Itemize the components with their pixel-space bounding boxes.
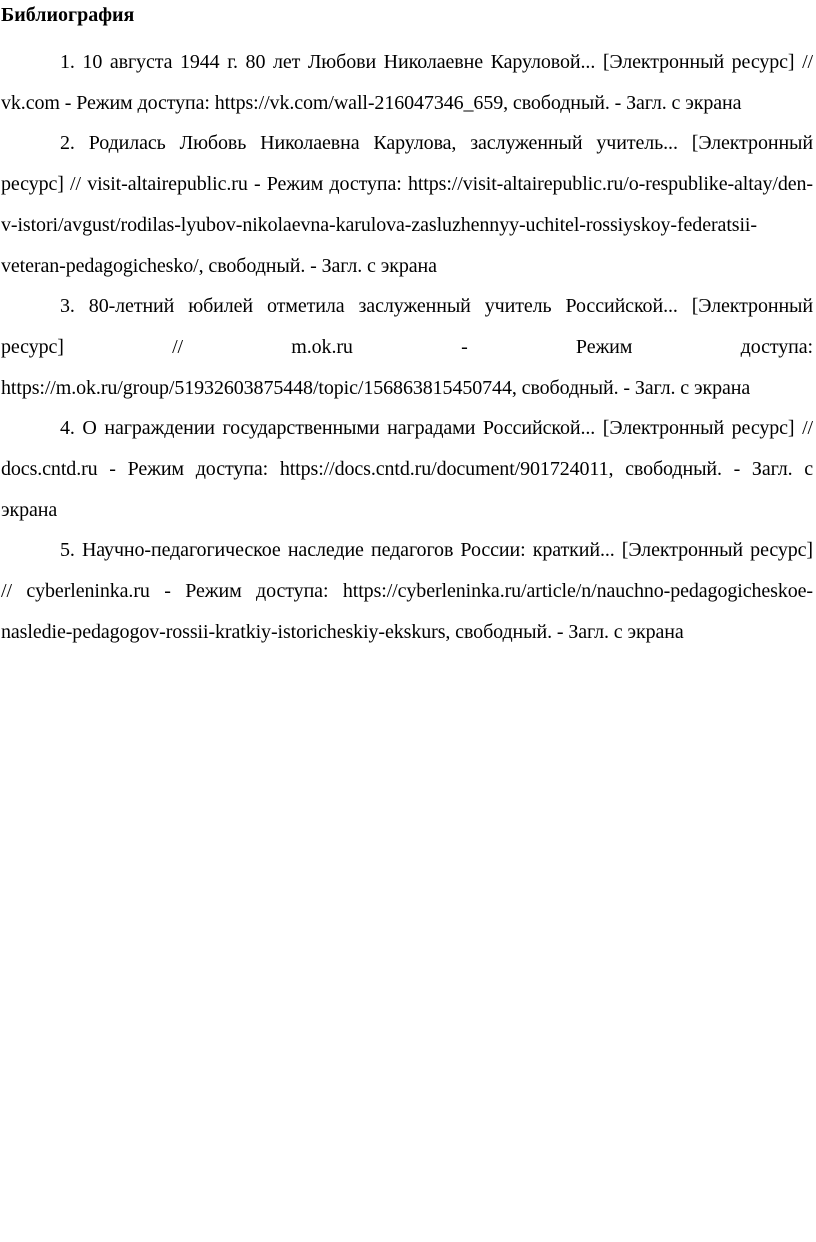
bibliography-list bbox=[1, 42, 813, 653]
entry-number: 1. bbox=[60, 51, 75, 73]
bibliography-entry-4 bbox=[1, 408, 813, 530]
entry-text: 80-летний юбилей отметила заслуженный учитель Российской... [Электронный ресурс] // m.ok.ru - Режим доступа: https://m.ok.ru/group/51932603875448/topic/156863815450744, свободный. - Загл. с экрана bbox=[1, 295, 813, 399]
entry-number: 3. bbox=[60, 295, 75, 318]
entry-text: О награждении государственными наградами Российской... [Электронный ресурс] // docs.cntd.ru - Режим доступа: https://docs.cntd.ru/document/901724011, свободный. - Загл. с экрана bbox=[1, 417, 813, 521]
entry-text: 10 августа 1944 г. 80 лет Любови Николаевне Каруловой... [Электронный ресурс] // vk.com - Режим доступа: https://vk.com/wall-216047346_659, свободный. - Загл. с экрана bbox=[1, 51, 814, 114]
page-title: Библиография bbox=[1, 4, 135, 26]
bibliography-entry-5 bbox=[1, 530, 813, 652]
entry-text: Научно-педагогическое наследие педагогов России: краткий... [Электронный ресурс] // cyberleninka.ru - Режим доступа: https://cyberleninka.ru/article/n/nauchno-pedagogicheskoe-nasledie-pedagogov-rossii-kratkiy-istoricheskiy-ekskurs, свободный. - Загл. с экрана bbox=[1, 539, 813, 643]
bibliography-entry-1 bbox=[1, 42, 813, 123]
bibliography-entry-3 bbox=[1, 286, 813, 408]
entry-number: 5. bbox=[60, 539, 75, 562]
entry-number: 2. bbox=[60, 132, 75, 155]
bibliography-entry-2 bbox=[1, 123, 813, 286]
entry-text: Родилась Любовь Николаевна Карулова, заслуженный учитель... [Электронный ресурс] // visit-altairepublic.ru - Режим доступа: https://visit-altairepublic.ru/o-respublike-altay/den-v-istori/avgust/rodilas-lyubov-nikolaevna-karulova-zasluzhennyy-uchitel-rossiyskoy-federatsii-veteran-pedagogichesko/, свободный. - Загл. с экрана bbox=[1, 132, 813, 277]
entry-number: 4. bbox=[60, 417, 75, 440]
